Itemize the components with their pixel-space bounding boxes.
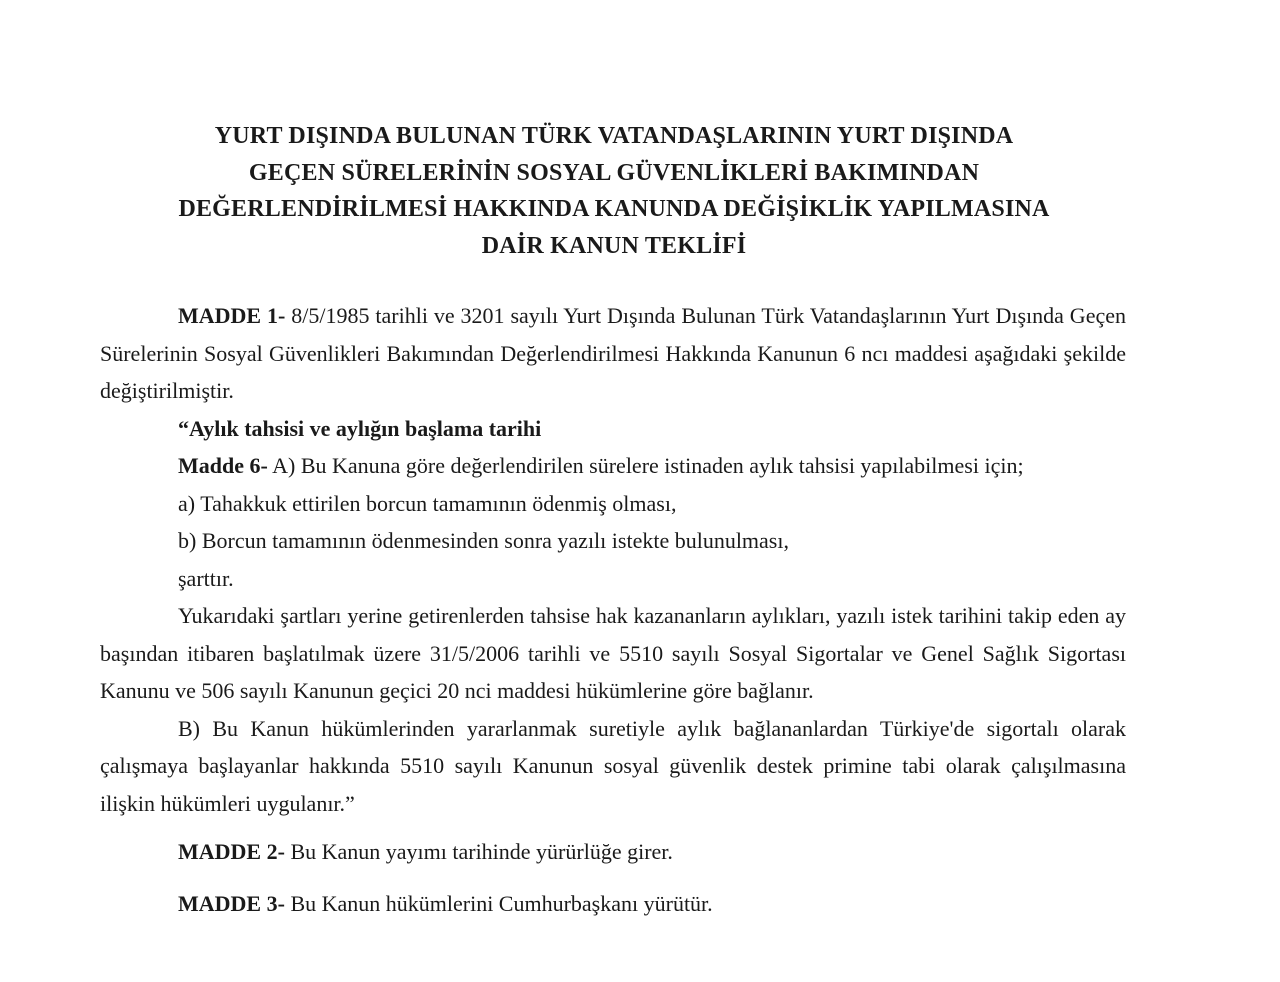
document-title [0, 118, 1228, 264]
condition-a: a) Tahakkuk ettirilen borcun tamamının ödenmiş olması, [178, 490, 677, 516]
article-2-label: MADDE 2- [178, 839, 285, 864]
article-2 [100, 833, 1126, 871]
article-3 [100, 885, 1126, 923]
condition-closing: şarttır. [178, 565, 234, 591]
paragraph-b: B) Bu Kanun hükümlerinden yararlanmak suretiyle aylık bağlananlardan Türkiye'de sigortalı olarak çalışmaya başlayanlar hakkında 5510 sayılı Kanunun sosyal güvenlik destek primine tabi olarak çalışılmasına ilişkin hükümleri uygulanır.” [100, 715, 1126, 816]
article-1-label: MADDE 1- [178, 303, 286, 328]
article-6-text: A) Bu Kanuna göre değerlendirilen sürelere istinaden aylık tahsisi yapılabilmesi için; [267, 453, 1024, 478]
article-1 [100, 297, 1126, 410]
article-2-text: Bu Kanun yayımı tarihinde yürürlüğe girer. [284, 839, 673, 864]
article-6 [100, 447, 1126, 485]
condition-b: b) Borcun tamamının ödenmesinden sonra yazılı istekte bulunulması, [178, 528, 789, 553]
title-line: DEĞERLENDİRİLMESİ HAKKINDA KANUNDA DEĞİŞİKLİK YAPILMASINA [178, 196, 1050, 222]
article-heading: “Aylık tahsisi ve aylığın başlama tarihi [178, 415, 542, 441]
article-3-label: MADDE 3- [178, 890, 285, 916]
paragraph-conditions-met: Yukarıdaki şartları yerine getirenlerden tahsise hak kazananların aylıkları, yazılı istek tarihini takip eden ay başından itibaren başlatılmak üzere 31/5/2006 tarihli ve 5510 sayılı Sosyal Sigortalar ve Genel Sağlık Sigortası Kanunu ve 506 sayılı Kanunun geçici 20 nci maddesi hükümlerine göre bağlanır. [100, 603, 1126, 703]
title-line: YURT DIŞINDA BULUNAN TÜRK VATANDAŞLARININ YURT DIŞINDA [214, 123, 1014, 149]
article-6-label: Madde 6- [178, 453, 268, 478]
title-line: DAİR KANUN TEKLİFİ [481, 232, 747, 259]
article-1-text: 8/5/1985 tarihli ve 3201 sayılı Yurt Dışında Bulunan Türk Vatandaşlarının Yurt Dışında Geçen Sürelerinin Sosyal Güvenlikleri Bakımından Değerlendirilmesi Hakkında Kanunun 6 ncı maddesi aşağıdaki şekilde değiştirilmiştir. [100, 303, 1126, 403]
article-3-text: Bu Kanun hükümlerini Cumhurbaşkanı yürütür. [284, 890, 713, 916]
title-line: GEÇEN SÜRELERİNİN SOSYAL GÜVENLİKLERİ BAKIMINDAN [248, 159, 980, 186]
document-body [100, 297, 1126, 922]
